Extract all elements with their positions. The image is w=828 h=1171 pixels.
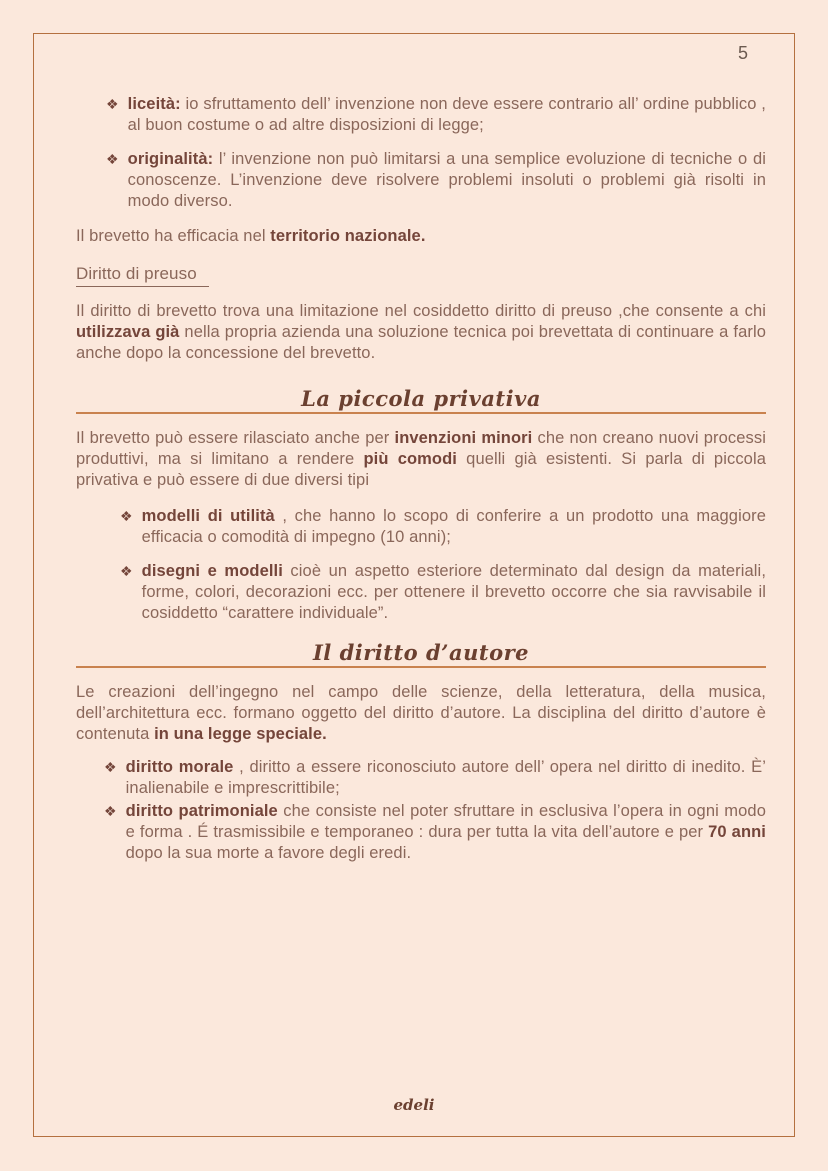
- patent-requirements-list: [76, 94, 766, 212]
- text-segment: che consiste nel poter sfruttare in esclusiva l’opera in ogni modo e forma . É trasmissibile e temporaneo : dura per tutta la vita dell’autore e per: [125, 802, 766, 841]
- preuso-paragraph: [76, 301, 766, 364]
- term-utilizzava-gia: utilizzava già: [76, 323, 180, 341]
- heading-rule: [76, 666, 766, 668]
- page-border-frame: [33, 33, 795, 1137]
- term-originalita: originalità:: [127, 150, 214, 168]
- term-modelli-di-utilita: modelli di utilità: [141, 507, 283, 525]
- bullet-diamond-icon: ❖: [106, 96, 119, 112]
- heading-rule: [76, 412, 766, 414]
- list-item-originalita: [106, 149, 766, 212]
- page-number: 5: [737, 43, 748, 63]
- diritto-autore-section-header: [76, 642, 766, 668]
- list-item-text: [126, 757, 766, 799]
- term-liceita: liceità:: [127, 95, 181, 113]
- bullet-diamond-icon: ❖: [120, 563, 133, 579]
- list-item-diritto-patrimoniale: [104, 801, 766, 864]
- term-disegni-e-modelli: disegni e modelli: [141, 562, 283, 580]
- list-item-text: [128, 94, 766, 136]
- term-territorio-nazionale: territorio nazionale.: [270, 227, 426, 245]
- term-legge-speciale: in una legge speciale.: [154, 725, 327, 743]
- list-item-diritto-morale: [104, 757, 766, 799]
- text-segment: cioè un aspetto esteriore determinato dal design da materiali, forme, colori, decorazioni ecc. per ottenere il brevetto occorre che sia ravvisabile il cosiddetto “carattere individuale”.: [141, 562, 767, 622]
- watermark-signature: edeli: [393, 1096, 435, 1114]
- term-diritto-patrimoniale: diritto patrimoniale: [125, 802, 278, 820]
- piccola-privativa-heading: La piccola privativa: [301, 386, 541, 411]
- text-segment: Il diritto di brevetto trova una limitazione nel cosiddetto diritto di preuso ,che consente a chi: [76, 302, 766, 320]
- text-segment: Il brevetto ha efficacia nel: [76, 227, 271, 245]
- term-diritto-morale: diritto morale: [125, 758, 234, 776]
- text-segment: Il brevetto può essere rilasciato anche per: [76, 429, 395, 447]
- piccola-privativa-paragraph: [76, 428, 766, 491]
- text-segment: io sfruttamento dell’ invenzione non deve essere contrario all’ ordine pubblico , al buon costume o ad altre disposizioni di legge;: [127, 95, 766, 134]
- list-item-liceita: [106, 94, 766, 136]
- text-segment: dopo la sua morte a favore degli eredi.: [125, 844, 412, 862]
- diritto-autore-heading: Il diritto d’autore: [312, 640, 530, 665]
- preuso-heading: Diritto di preuso: [76, 263, 209, 287]
- text-segment: nella propria azienda una soluzione tecnica poi brevettata di continuare a farlo anche dopo la concessione del brevetto.: [76, 323, 766, 362]
- text-segment: , diritto a essere riconosciuto autore dell’ opera nel diritto di inedito. È’ inalienabile e imprescrittibile;: [125, 758, 766, 797]
- preuso-heading-row: [76, 263, 766, 287]
- list-item-modelli-utilita: [120, 506, 766, 548]
- piccola-privativa-section-header: [76, 388, 766, 414]
- term-piu-comodi: più comodi: [363, 450, 457, 468]
- term-invenzioni-minori: invenzioni minori: [394, 429, 533, 447]
- bullet-diamond-icon: ❖: [120, 508, 133, 524]
- text-segment: che non creano nuovi processi produttivi, ma si limitano a rendere: [76, 429, 767, 468]
- text-segment: Le creazioni dell’ingegno nel campo delle scienze, della letteratura, della musica, dell’architettura ecc. formano oggetto del diritto d’autore. La disciplina del diritto d’autore è contenuta: [76, 683, 766, 743]
- list-item-text: [142, 506, 766, 548]
- diritto-autore-paragraph: [76, 682, 766, 745]
- list-item-text: [128, 149, 766, 212]
- term-70-anni: 70 anni: [708, 823, 766, 841]
- diritto-autore-types-list: [76, 757, 766, 864]
- page-content: [76, 34, 766, 866]
- text-segment: quelli già esistenti. Si parla di piccola privativa e può essere di due diversi tipi: [76, 450, 766, 489]
- text-segment: , che hanno lo scopo di conferire a un prodotto una maggiore efficacia o comodità di impegno (10 anni);: [141, 507, 766, 546]
- piccola-privativa-types-list: [76, 506, 766, 624]
- list-item-disegni-modelli: [120, 561, 766, 624]
- list-item-text: [126, 801, 766, 864]
- bullet-diamond-icon: ❖: [106, 151, 119, 167]
- list-item-text: [142, 561, 766, 624]
- bullet-diamond-icon: ❖: [104, 759, 117, 775]
- text-segment: l’ invenzione non può limitarsi a una semplice evoluzione di tecniche o di conoscenze. L’invenzione deve risolvere problemi insoluti o problemi già risolti in modo diverso.: [127, 150, 766, 210]
- territorial-effect-paragraph: [76, 226, 766, 247]
- bullet-diamond-icon: ❖: [104, 803, 117, 819]
